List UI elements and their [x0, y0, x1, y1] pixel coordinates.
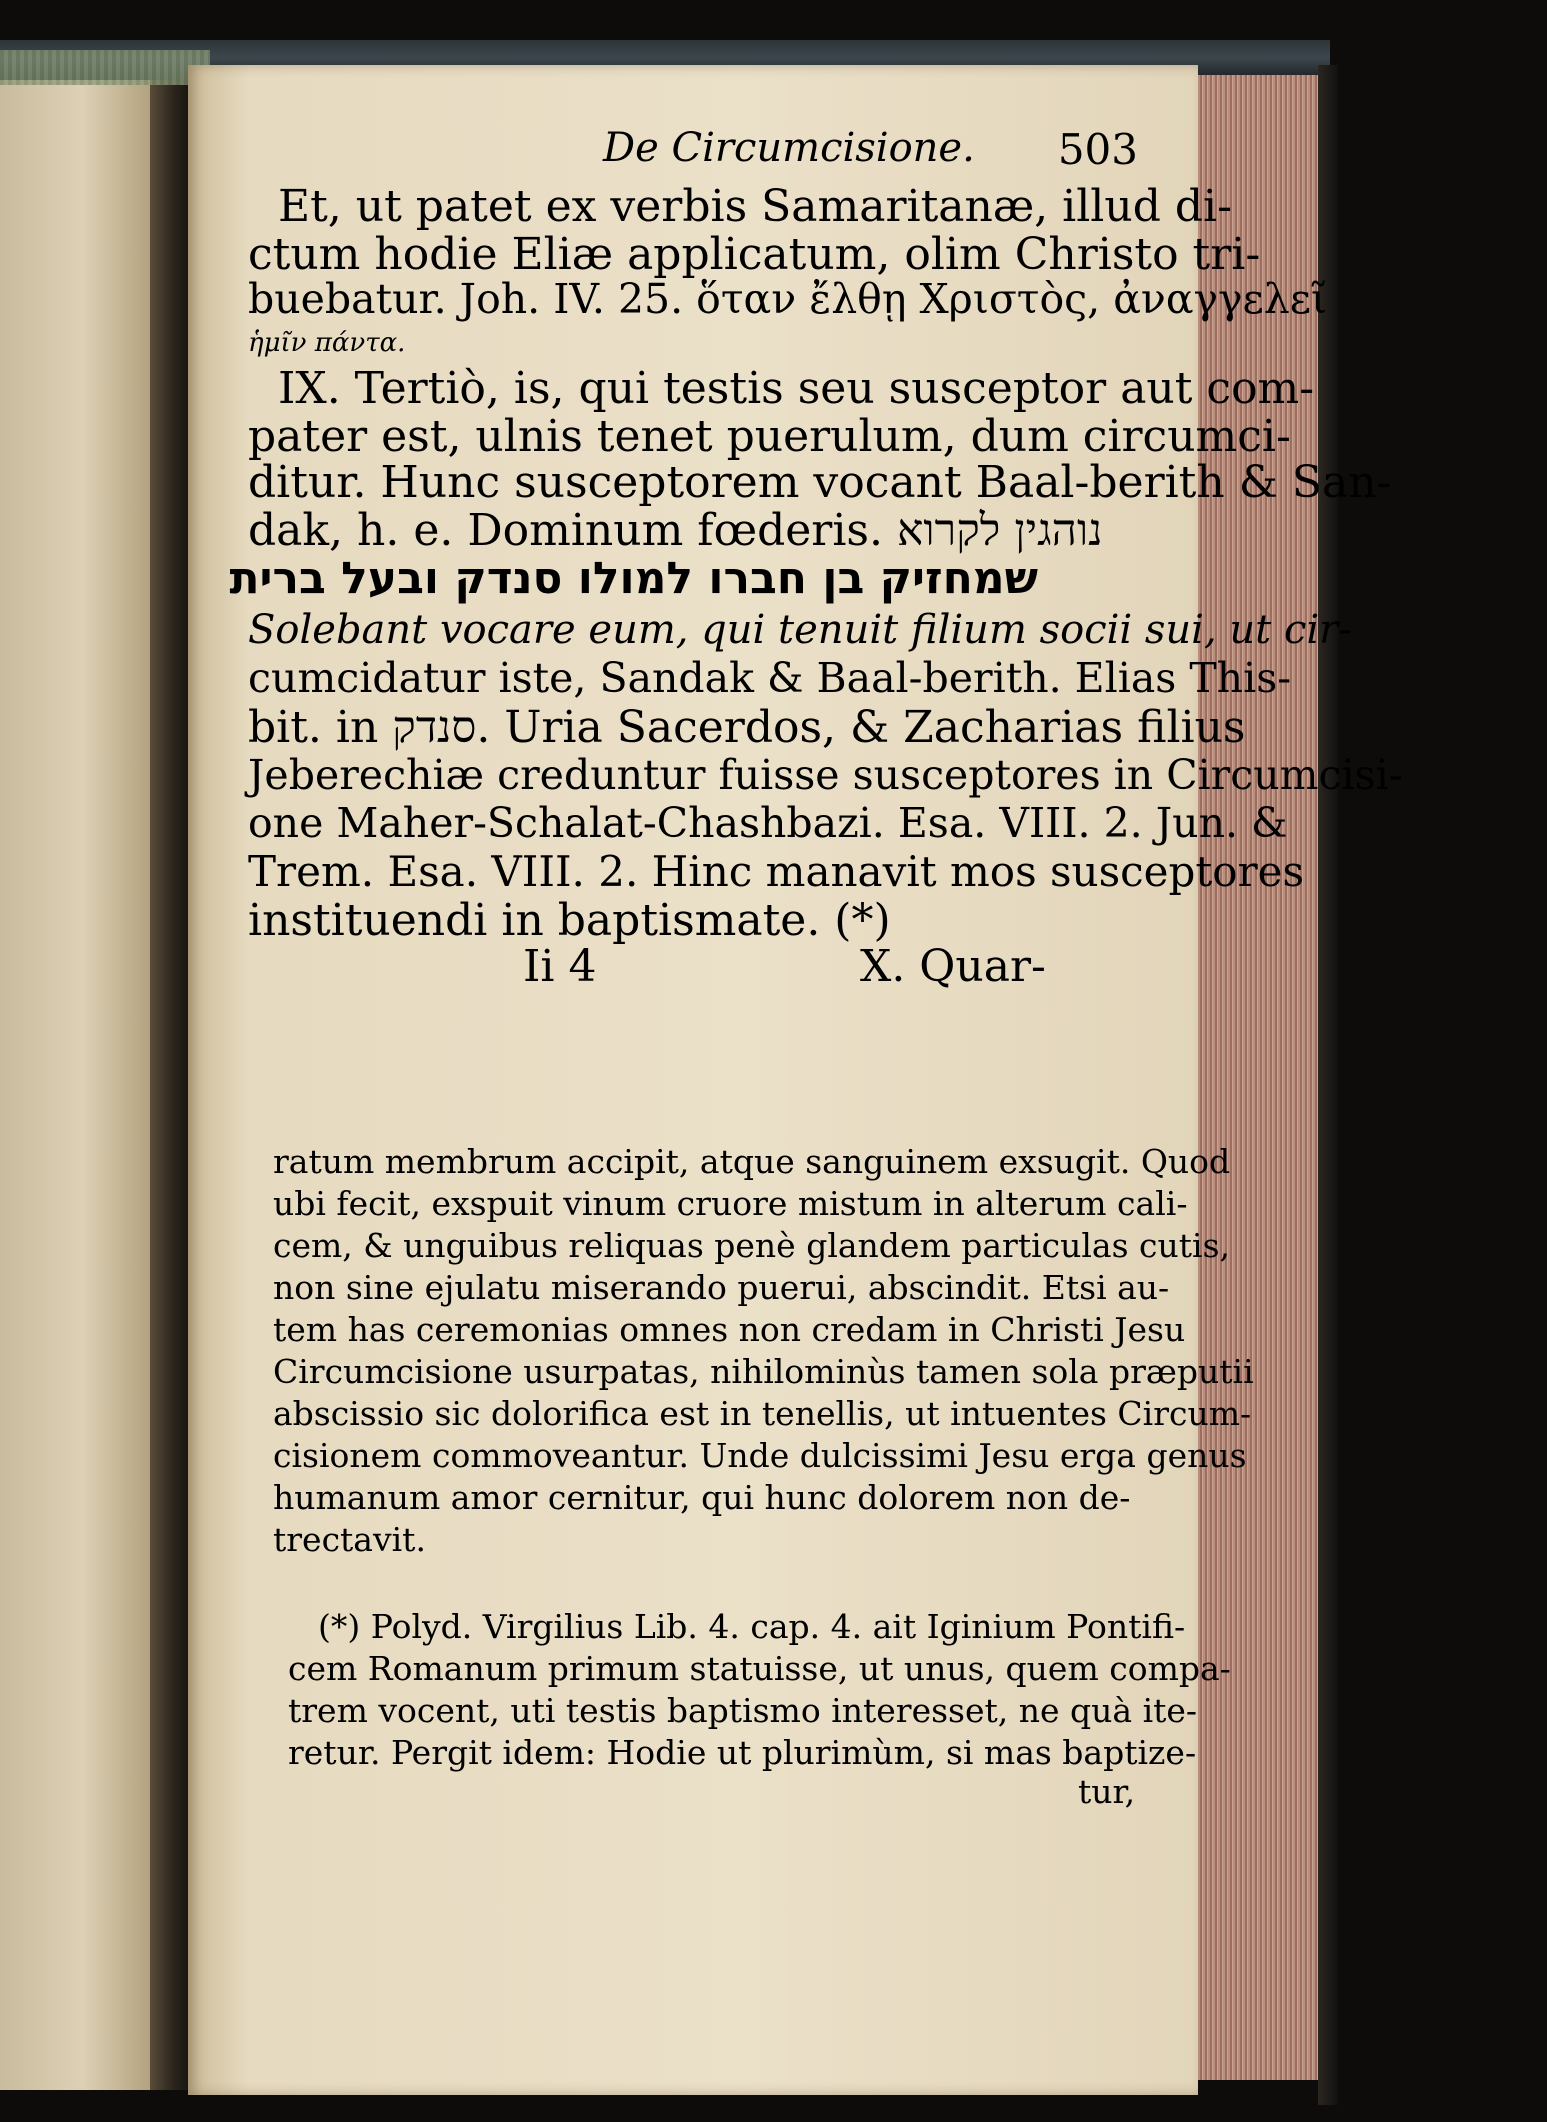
text-line: one Maher-Schalat-Chashbazi. Esa. VIII. 2. Jun. & [248, 799, 1288, 847]
footnote-line: cem Romanum primum statuisse, ut unus, quem compa- [288, 1649, 1231, 1688]
text-line: instituendi in baptismate. (*) [248, 895, 891, 946]
text-line: Solebant vocare eum, qui tenuit filium socii sui, ut cir- [248, 607, 1352, 653]
catchword: X. Quar- [860, 941, 1046, 992]
text-line: ratum membrum accipit, atque sanguinem exsugit. Quod [273, 1142, 1231, 1181]
footnote-line: tur, [1078, 1772, 1136, 1811]
running-title: De Circumcisione. [603, 125, 975, 171]
text-line: cumcidatur iste, Sandak & Baal-berith. Elias This- [248, 654, 1292, 702]
text-line: pater est, ulnis tenet puerulum, dum circumci- [248, 411, 1291, 462]
running-head [308, 125, 1138, 177]
footnote-line: (*) Polyd. Virgilius Lib. 4. cap. 4. ait Iginium Pontifi- [318, 1607, 1186, 1646]
text-line: ctum hodie Eliæ applicatum, olim Christo tri- [248, 229, 1261, 280]
text-line: ditur. Hunc susceptorem vocant Baal-berith & San- [248, 457, 1392, 508]
text-line: cisionem commoveantur. Unde dulcissimi Jesu erga genus [273, 1436, 1247, 1475]
text-line: tem has ceremonias omnes non credam in Christi Jesu [273, 1310, 1186, 1349]
text-line: ἡμῖν πάντα. [248, 328, 406, 358]
text-line: Et, ut patet ex verbis Samaritanæ, illud di- [278, 181, 1232, 232]
text-line: Trem. Esa. VIII. 2. Hinc manavit mos susceptores [248, 847, 1305, 896]
book-cover-edge [1318, 65, 1338, 2105]
binding-cloth [0, 50, 210, 85]
hebrew-line: שמחזיק בן חברו למולו סנדק ובעל ברית [229, 553, 1038, 604]
text-line: humanum amor cernitur, qui hunc dolorem non de- [273, 1478, 1131, 1517]
page-number: 503 [1057, 125, 1138, 174]
text-line: cem, & unguibus reliquas penè glandem particulas cutis, [273, 1226, 1230, 1265]
facing-page-edge [0, 40, 150, 2090]
text-line: ubi fecit, exspuit vinum cruore mistum in alterum cali- [273, 1184, 1188, 1223]
book-gutter [150, 40, 190, 2090]
text-line: non sine ejulatu miserando puerui, abscindit. Etsi au- [273, 1268, 1170, 1307]
footnote-line: trem vocent, uti testis baptismo interesset, ne quà ite- [288, 1691, 1198, 1730]
text-line: Jeberechiæ creduntur fuisse susceptores in Circumcisi- [248, 751, 1403, 799]
text-line: Circumcisione usurpatas, nihilominùs tamen sola præputii [273, 1352, 1254, 1391]
text-line: dak, h. e. Dominum fœderis. נוהגין לקרוא [248, 505, 1103, 556]
text-line: bit. in סנדק. Uria Sacerdos, & Zacharias filius [248, 702, 1246, 753]
signature-mark: Ii 4 [523, 941, 597, 992]
text-line: abscissio sic dolorifica est in tenellis, ut intuentes Circum- [273, 1394, 1252, 1433]
text-line: buebatur. Joh. IV. 25. ὅταν ἔλθῃ Χριστὸς, ἀναγγελεῖ [248, 275, 1328, 323]
book-page [188, 65, 1403, 2095]
text-line: trectavit. [273, 1520, 426, 1559]
footnote-line: retur. Pergit idem: Hodie ut plurimùm, si mas baptize- [288, 1733, 1197, 1772]
text-line: IX. Tertiò, is, qui testis seu susceptor aut com- [278, 363, 1315, 414]
